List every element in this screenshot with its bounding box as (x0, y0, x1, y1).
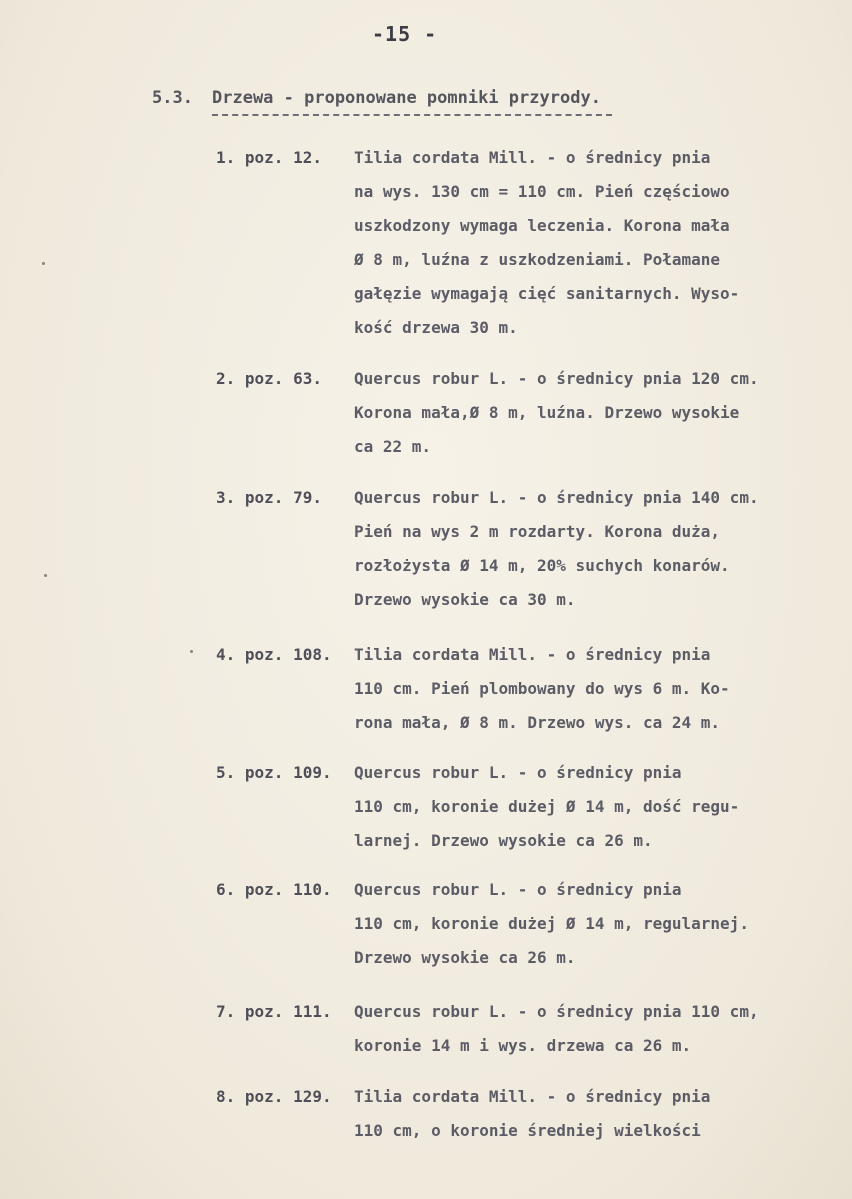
entry-label: 3. poz. 79. (216, 488, 322, 507)
entry-label: 2. poz. 63. (216, 369, 322, 388)
entry-line: na wys. 130 cm = 110 cm. Pień częściowo (354, 182, 730, 201)
entry-line: Quercus robur L. - o średnicy pnia (354, 880, 682, 899)
entry-line: uszkodzony wymaga leczenia. Korona mała (354, 216, 730, 235)
entry-line: Tilia cordata Mill. - o średnicy pnia (354, 148, 711, 167)
page-number: -15 - (372, 22, 438, 46)
entry-line: larnej. Drzewo wysokie ca 26 m. (354, 831, 653, 850)
paper-speck (42, 262, 45, 265)
entry-line: Pień na wys 2 m rozdarty. Korona duża, (354, 522, 721, 541)
entry-line: rozłożysta Ø 14 m, 20% suchych konarów. (354, 556, 730, 575)
entry-label: 5. poz. 109. (216, 763, 332, 782)
entry-line: ca 22 m. (354, 437, 432, 456)
entry-line: Tilia cordata Mill. - o średnicy pnia (354, 1087, 711, 1106)
entry-line: Ø 8 m, luźna z uszkodzeniami. Połamane (354, 250, 721, 269)
paper-speck (44, 574, 47, 577)
entry-line: Quercus robur L. - o średnicy pnia (354, 763, 682, 782)
section-heading (152, 88, 601, 108)
entry-line: rona mała, Ø 8 m. Drzewo wys. ca 24 m. (354, 713, 721, 732)
entry-line: Quercus robur L. - o średnicy pnia 140 cm. (354, 488, 759, 507)
entry-line: gałęzie wymagają cięć sanitarnych. Wyso- (354, 284, 740, 303)
section-title-underline (212, 114, 612, 116)
entry-line: 110 cm, o koronie średniej wielkości (354, 1121, 701, 1140)
entry-line: Korona mała,Ø 8 m, luźna. Drzewo wysokie (354, 403, 740, 422)
paper-speck (190, 650, 193, 653)
entry-line: 110 cm, koronie dużej Ø 14 m, dość regu- (354, 797, 740, 816)
entry-label: 6. poz. 110. (216, 880, 332, 899)
entry-line: 110 cm. Pień plombowany do wys 6 m. Ko- (354, 679, 730, 698)
entry-line: 110 cm, koronie dużej Ø 14 m, regularnej. (354, 914, 749, 933)
section-title: Drzewa - proponowane pomniki przyrody. (212, 88, 601, 108)
entry-line: Tilia cordata Mill. - o średnicy pnia (354, 645, 711, 664)
entry-label: 8. poz. 129. (216, 1087, 332, 1106)
entry-label: 1. poz. 12. (216, 148, 322, 167)
entry-line: Drzewo wysokie ca 30 m. (354, 590, 576, 609)
entry-line: koronie 14 m i wys. drzewa ca 26 m. (354, 1036, 692, 1055)
section-number: 5.3. (152, 88, 193, 108)
entry-line: Drzewo wysokie ca 26 m. (354, 948, 576, 967)
entry-line: Quercus robur L. - o średnicy pnia 110 cm, (354, 1002, 759, 1021)
entry-label: 4. poz. 108. (216, 645, 332, 664)
entry-label: 7. poz. 111. (216, 1002, 332, 1021)
entry-line: kość drzewa 30 m. (354, 318, 518, 337)
entry-line: Quercus robur L. - o średnicy pnia 120 cm. (354, 369, 759, 388)
